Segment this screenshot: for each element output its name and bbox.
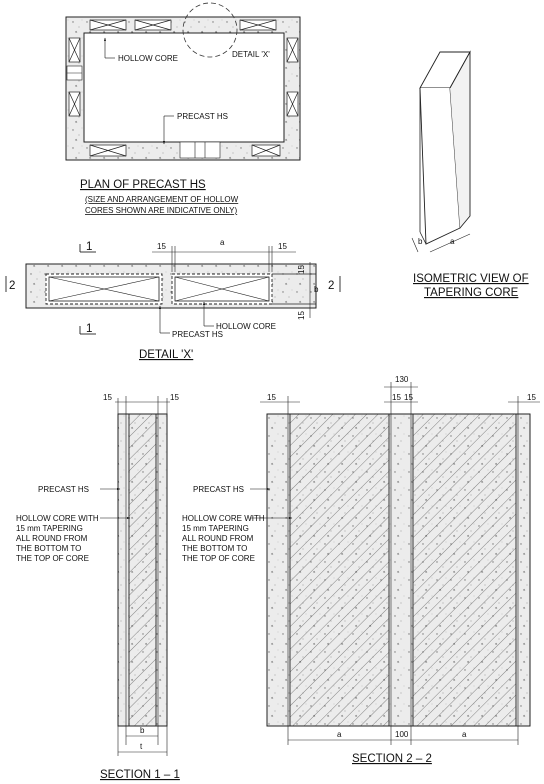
s22-dim-a-left: a	[337, 730, 342, 739]
detail-section-mark-1-top: 1	[86, 241, 93, 253]
detail-dim-15-left: 15	[157, 242, 166, 251]
s22-dim-a-right: a	[462, 730, 467, 739]
iso-dim-a: a	[450, 237, 455, 246]
plan-view	[66, 3, 300, 215]
s11-dim-15-right: 15	[170, 393, 179, 402]
detail-section-mark-2-right: 2	[328, 280, 335, 292]
iso-title-line2: TAPERING CORE	[424, 287, 519, 299]
detail-section-mark-1-bottom: 1	[86, 323, 93, 335]
section-2-2	[182, 375, 540, 765]
s22-dim-130: 130	[395, 375, 409, 384]
detail-x	[6, 238, 340, 361]
s11-dim-15-left: 15	[103, 393, 112, 402]
s11-core-note-line: THE BOTTOM TO	[16, 544, 82, 553]
s22-title: SECTION 2 – 2	[352, 753, 432, 765]
s11-core-note-line: HOLLOW CORE WITH	[16, 514, 99, 523]
isometric-view	[412, 52, 529, 299]
s22-precast-hs-label: PRECAST HS	[193, 485, 244, 494]
detail-dim-15-top: 15	[297, 265, 306, 274]
detail-dim-a: a	[220, 238, 225, 247]
detail-dim-15-right: 15	[278, 242, 287, 251]
s22-core-note	[182, 514, 265, 563]
detail-section-mark-2-left: 2	[9, 280, 16, 292]
s22-core-note-line: 15 mm TAPERING	[182, 524, 249, 533]
detail-title: DETAIL 'X'	[139, 349, 194, 361]
plan-note-line2: CORES SHOWN ARE INDICATIVE ONLY)	[85, 206, 238, 215]
s11-core-note-line: THE TOP OF CORE	[16, 554, 89, 563]
plan-hollow-core-label: HOLLOW CORE	[118, 54, 179, 63]
s22-dim-15-mid-a: 15	[392, 393, 401, 402]
s11-dim-b: b	[140, 726, 145, 735]
section-1-1	[16, 393, 180, 781]
plan-precast-hs-label: PRECAST HS	[177, 112, 228, 121]
s11-title: SECTION 1 – 1	[100, 769, 180, 781]
plan-note-line1: (SIZE AND ARRANGEMENT OF HOLLOW	[85, 195, 239, 204]
s22-core-note-line: THE TOP OF CORE	[182, 554, 255, 563]
s11-precast-hs-label: PRECAST HS	[38, 485, 89, 494]
s22-core-note-line: ALL ROUND FROM	[182, 534, 254, 543]
detail-dim-15-bottom: 15	[297, 311, 306, 320]
s22-dim-100: 100	[395, 730, 409, 739]
s11-core-note-line: ALL ROUND FROM	[16, 534, 88, 543]
detail-hollow-core-label: HOLLOW CORE	[216, 322, 277, 331]
s22-core-note-line: HOLLOW CORE WITH	[182, 514, 265, 523]
iso-dim-b: b	[418, 237, 423, 246]
s11-dim-t: t	[140, 742, 143, 751]
detail-precast-hs-label: PRECAST HS	[172, 330, 223, 339]
s11-core-note-line: 15 mm TAPERING	[16, 524, 83, 533]
detail-dim-b: b	[314, 285, 319, 294]
plan-detail-x-label: DETAIL 'X'	[232, 50, 270, 59]
s22-dim-15-right: 15	[527, 393, 536, 402]
s11-core-note	[16, 514, 99, 563]
s22-core-note-line: THE BOTTOM TO	[182, 544, 248, 553]
iso-title-line1: ISOMETRIC VIEW OF	[413, 273, 529, 285]
s22-dim-15-mid-b: 15	[404, 393, 413, 402]
s22-dim-15-left: 15	[267, 393, 276, 402]
plan-title: PLAN OF PRECAST HS	[80, 179, 206, 191]
